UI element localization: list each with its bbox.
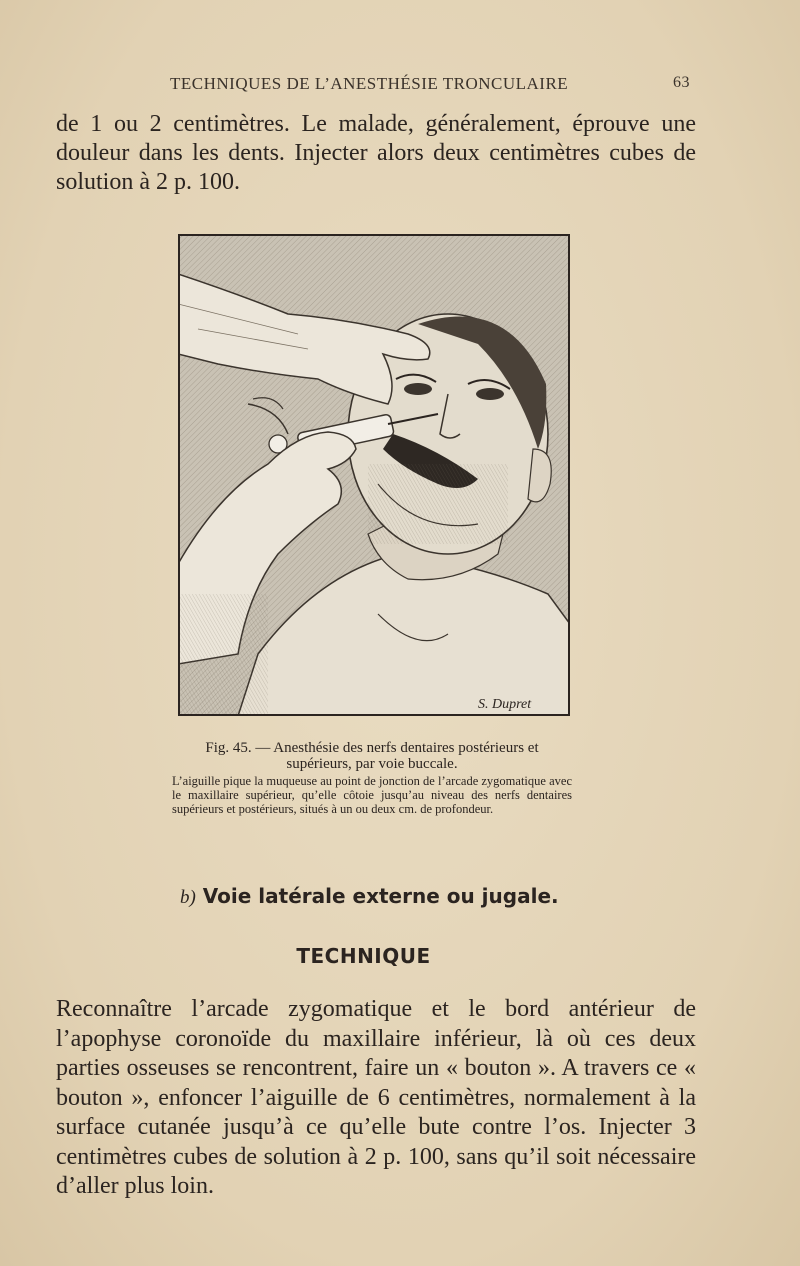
- paragraph-top: de 1 ou 2 centimètres. Le malade, généralement, éprouve une douleur dans les dents. Injecter alors deux centimètres cubes de solution à 2 p. 100.: [56, 111, 696, 195]
- figure-caption-title: Fig. 45. — Anesthésie des nerfs dentaires postérieurs et supérieurs, par voie buccale.: [205, 740, 539, 772]
- running-head-title: TECHNIQUES DE L’ANESTHÉSIE TRONCULAIRE: [170, 74, 569, 93]
- figure-caption-body: L’aiguille pique la muqueuse au point de jonction de l’arcade zygomatique avec le maxillaire supérieur, qu’elle côtoie jusqu’au niveau des nerfs dentaires supérieurs et postérieurs, situés à un ou deux cm. de profondeur.: [172, 774, 572, 816]
- subheading-text: Voie latérale externe ou jugale.: [202, 884, 559, 908]
- subheading-letter: b): [180, 887, 196, 908]
- artist-signature: S. Dupret: [478, 697, 532, 712]
- section-title: TECHNIQUE: [296, 944, 431, 968]
- paragraph-technique: Reconnaître l’arcade zygomatique et le bord antérieur de l’apophyse coronoïde du maxillaire inférieur, là où ces deux parties osseuses se rencontrent, faire un « bouton ». A travers ce « bouton », enfoncer l’aiguille de 6 centimètres, normalement à la surface cutanée jusqu’à ce qu’elle bute contre l’os. Injecter 3 centimètres cubes de solution à 2 p. 100, sans qu’il soit nécessaire d’aller plus loin.: [56, 996, 696, 1199]
- engraving-image: [178, 234, 570, 716]
- subheading: [180, 884, 559, 909]
- figure-illustration: [178, 234, 570, 716]
- page-number: 63: [673, 74, 690, 91]
